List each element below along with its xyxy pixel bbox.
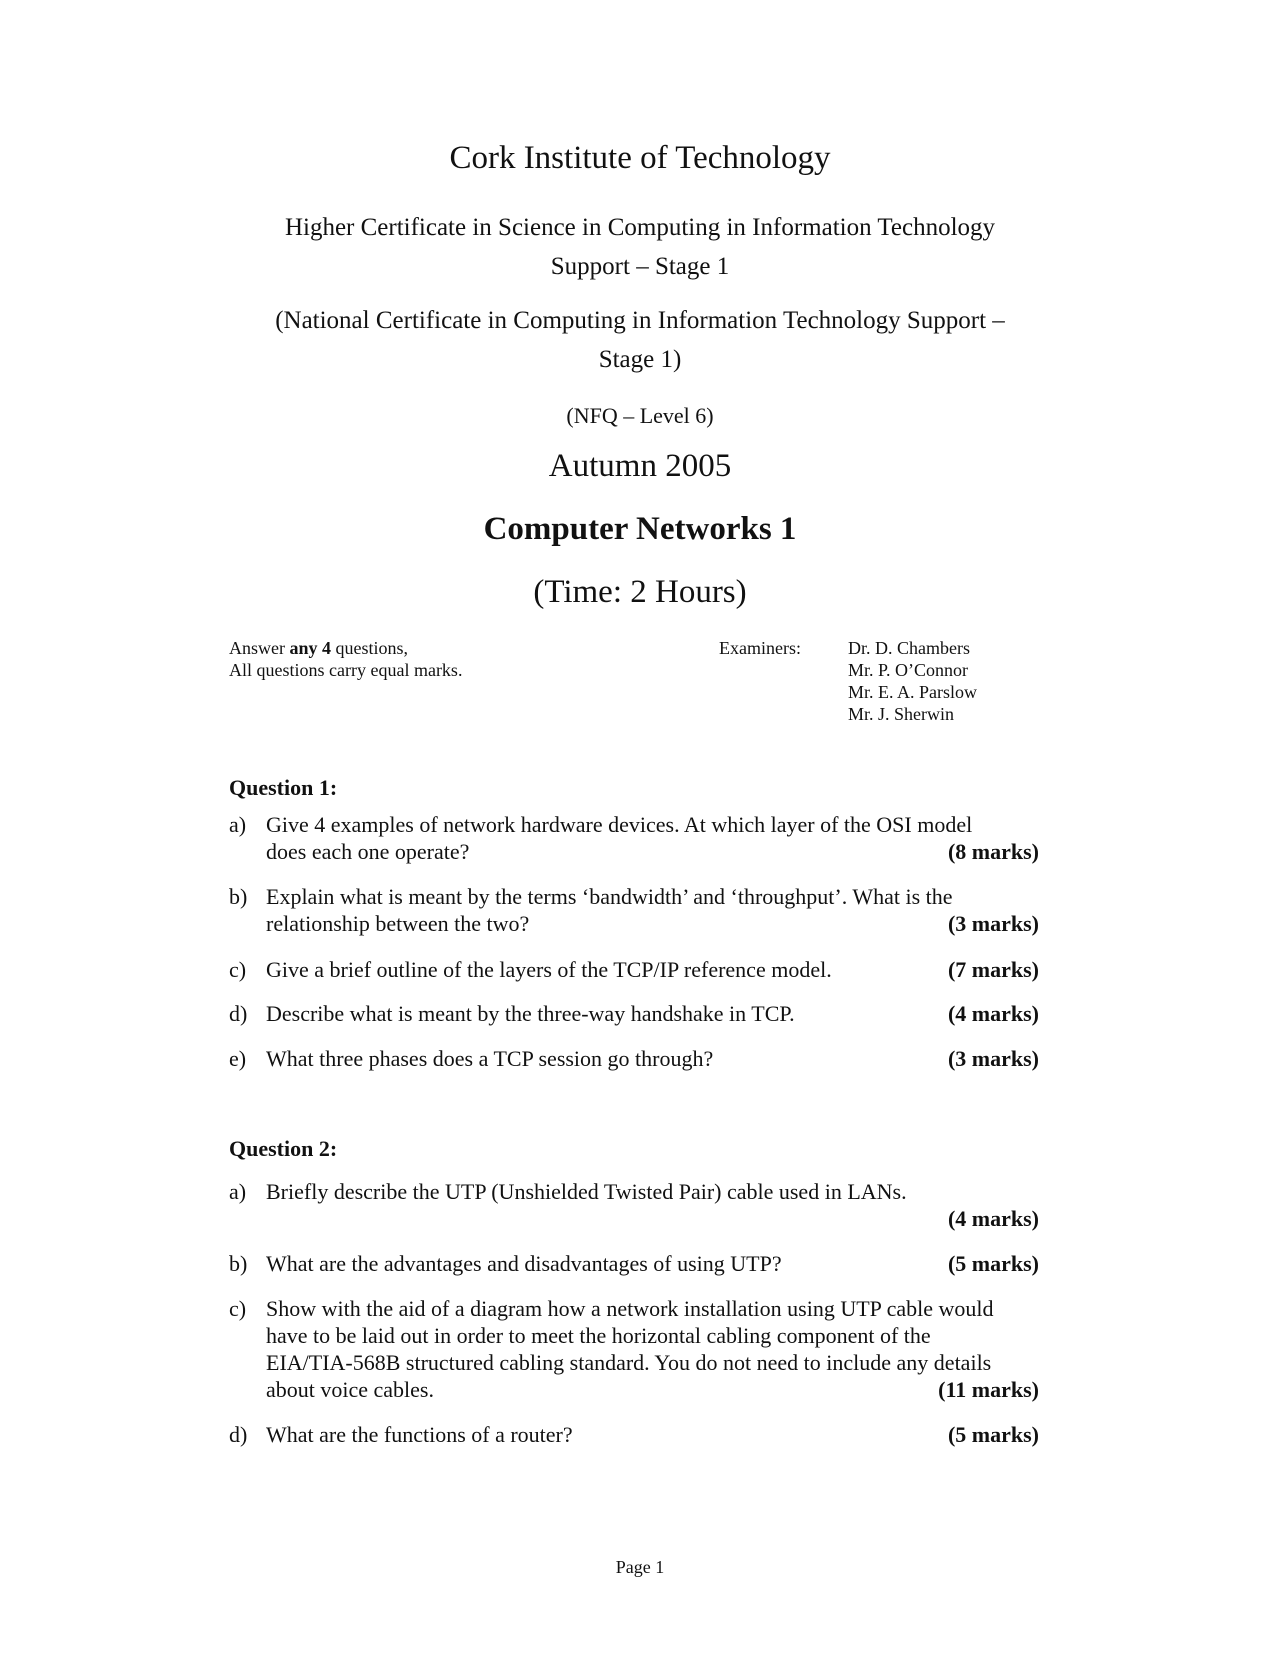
- marks: (8 marks): [947, 839, 1039, 864]
- exam-duration: (Time: 2 Hours): [533, 574, 747, 610]
- answer-instruction: Answer any 4 questions,: [229, 638, 409, 658]
- institution-title: Cork Institute of Technology: [449, 140, 831, 176]
- programme-line-1: Higher Certificate in Science in Computing in Information Technology: [284, 214, 996, 241]
- question-2a: a) Briefly describe the UTP (Unshielded Twisted Pair) cable used in LANs. (4 marks): [229, 1179, 1039, 1231]
- question-1a: a) Give 4 examples of network hardware devices. At which layer of the OSI model does each one operate? (8 marks): [229, 812, 1039, 864]
- question-1b: b) Explain what is meant by the terms ‘bandwidth’ and ‘throughput’. What is the relationship between the two? (3 marks): [229, 884, 1039, 936]
- examiner-name: Mr. E. A. Parslow: [848, 682, 978, 702]
- marks: (11 marks): [938, 1377, 1039, 1402]
- examiners-label: Examiners:: [719, 638, 801, 658]
- question-1c: c) Give a brief outline of the layers of the TCP/IP reference model. (7 marks): [229, 957, 1039, 982]
- alt-programme-line-1: (National Certificate in Computing in Information Technology Support –: [275, 307, 1005, 334]
- page-number: Page 1: [615, 1557, 665, 1577]
- examiners-list: [848, 637, 977, 725]
- alt-programme-line-2: Stage 1): [598, 346, 682, 373]
- marks-note: All questions carry equal marks.: [229, 660, 463, 680]
- nfq-level: (NFQ – Level 6): [566, 403, 714, 428]
- question-1e: e) What three phases does a TCP session go through? (3 marks): [229, 1046, 1039, 1071]
- question-2-heading: Question 2:: [229, 1136, 338, 1161]
- marks: (4 marks): [947, 1206, 1039, 1231]
- examiner-name: Mr. J. Sherwin: [848, 704, 955, 724]
- question-2d: d) What are the functions of a router? (5 marks): [229, 1422, 1039, 1447]
- question-2c: c) Show with the aid of a diagram how a network installation using UTP cable would have to be laid out in order to meet the horizontal cabling component of the EIA/TIA-568B structured cabling standard. You do not need to include any details about voice cables. (11 marks): [229, 1296, 1039, 1402]
- marks: (3 marks): [947, 911, 1039, 936]
- exam-term: Autumn 2005: [548, 448, 732, 484]
- course-title: Computer Networks 1: [483, 511, 797, 547]
- question-2b: b) What are the advantages and disadvantages of using UTP? (5 marks): [229, 1251, 1039, 1276]
- marks: (4 marks): [947, 1001, 1039, 1026]
- marks: (5 marks): [947, 1251, 1039, 1276]
- marks: (3 marks): [947, 1046, 1039, 1071]
- marks: (5 marks): [947, 1422, 1039, 1447]
- examiner-name: Dr. D. Chambers: [848, 638, 970, 658]
- programme-line-2: Support – Stage 1: [550, 253, 730, 280]
- question-1d: d) Describe what is meant by the three-way handshake in TCP. (4 marks): [229, 1001, 1039, 1026]
- examiner-name: Mr. P. O’Connor: [848, 660, 969, 680]
- question-1-heading: Question 1:: [229, 775, 338, 800]
- marks: (7 marks): [947, 957, 1039, 982]
